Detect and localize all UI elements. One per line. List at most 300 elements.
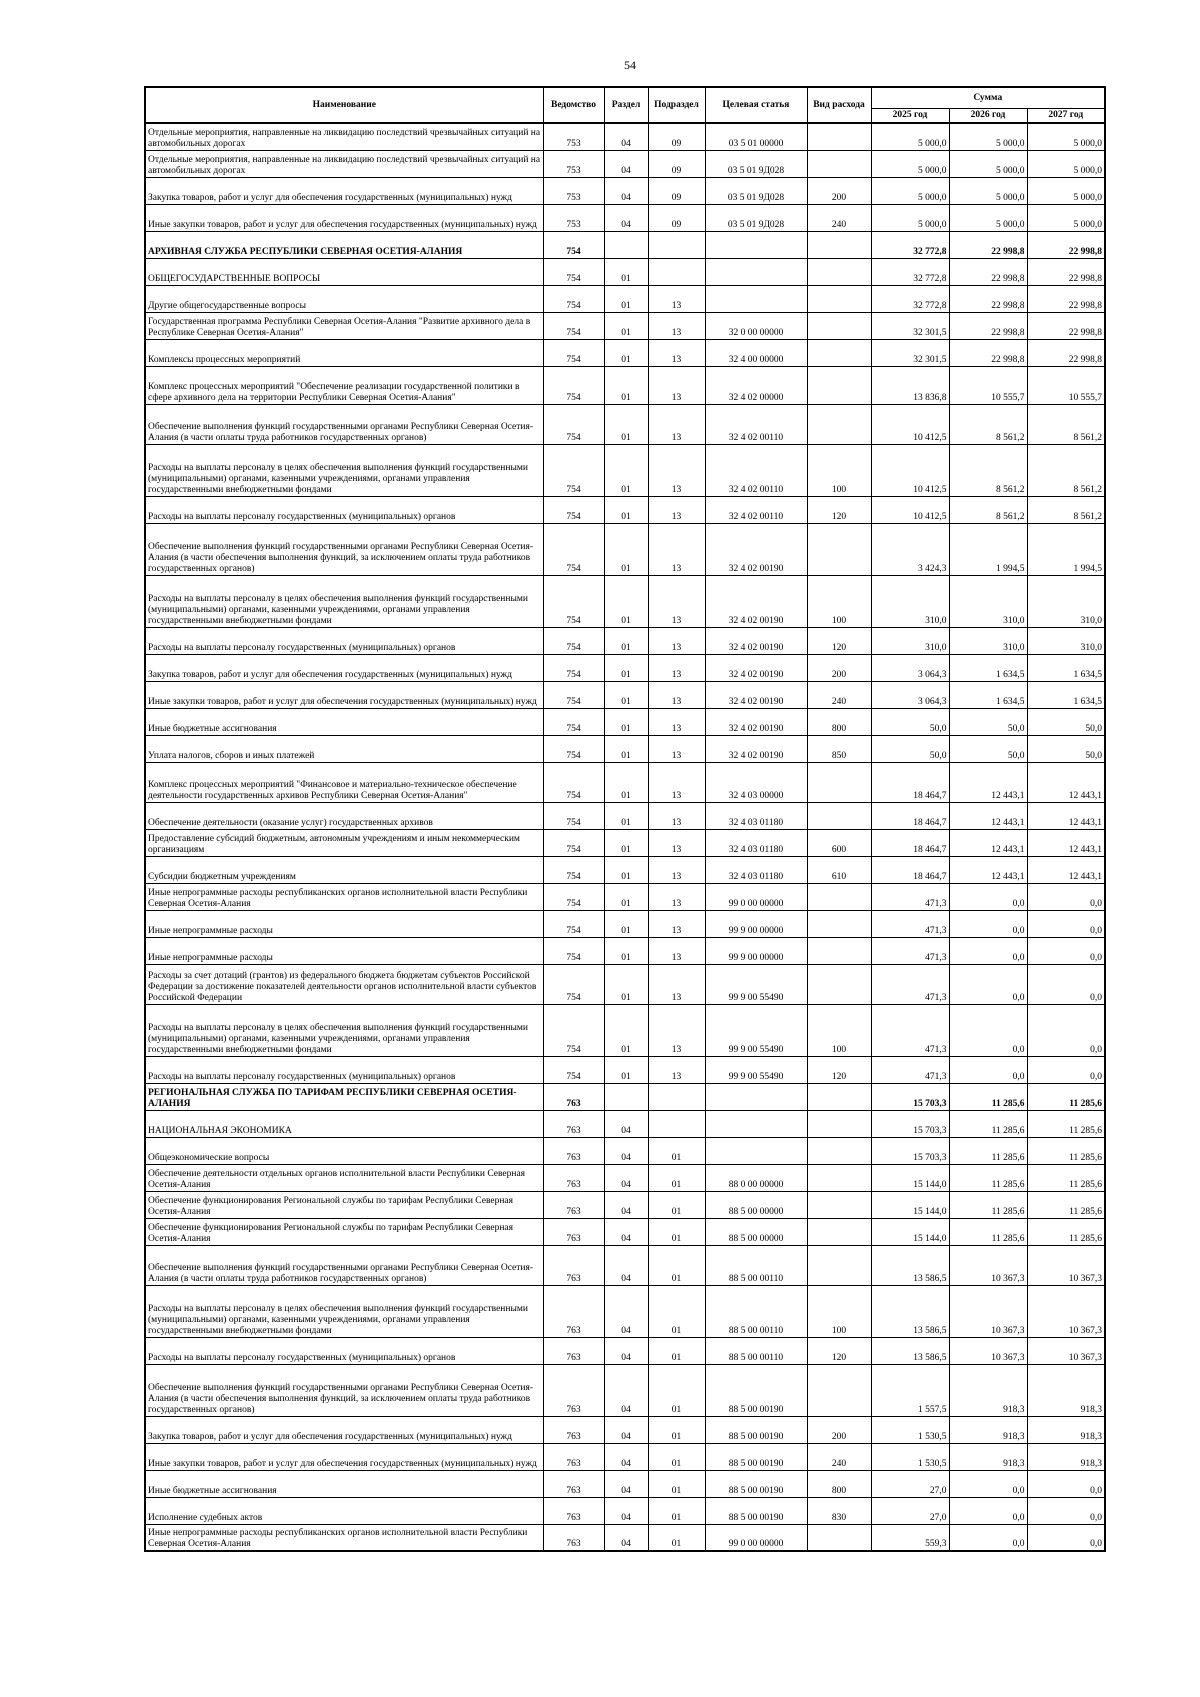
- table-row: [145, 204, 1105, 231]
- cell-podrazdel: 13: [648, 910, 705, 937]
- cell-cel: 88 5 00 00190: [705, 1416, 807, 1443]
- cell-razdel: 01: [604, 312, 648, 339]
- cell-2027: 5 000,0: [1027, 123, 1105, 150]
- cell-vid: [807, 802, 871, 829]
- cell-2026: 22 998,8: [949, 231, 1027, 258]
- cell-podrazdel: 01: [648, 1218, 705, 1245]
- cell-cel: 32 4 02 00110: [705, 404, 807, 444]
- cell-razdel: 04: [604, 1416, 648, 1443]
- cell-2025: 5 000,0: [871, 123, 949, 150]
- cell-2026: 0,0: [949, 1470, 1027, 1497]
- cell-podrazdel: 13: [648, 883, 705, 910]
- cell-vid: [807, 258, 871, 285]
- cell-2025: 13 586,5: [871, 1285, 949, 1337]
- cell-2026: 918,3: [949, 1443, 1027, 1470]
- cell-2027: 8 561,2: [1027, 404, 1105, 444]
- table-row: [145, 910, 1105, 937]
- cell-razdel: 04: [604, 1285, 648, 1337]
- cell-2025: 3 424,3: [871, 523, 949, 575]
- cell-name: Комплекс процессных мероприятий "Обеспечение реализации государственной политики в сфере архивного дела на территории Республики Северная Осетия-Алания": [145, 366, 543, 404]
- cell-2026: 5 000,0: [949, 150, 1027, 177]
- header-razdel: Раздел: [604, 87, 648, 123]
- cell-ved: 754: [543, 339, 604, 366]
- cell-name: Отдельные мероприятия, направленные на ликвидацию последствий чрезвычайных ситуаций на автомобильных дорогах: [145, 123, 543, 150]
- cell-cel: 88 5 00 00110: [705, 1337, 807, 1364]
- cell-2027: 12 443,1: [1027, 829, 1105, 856]
- cell-name: ОБЩЕГОСУДАРСТВЕННЫЕ ВОПРОСЫ: [145, 258, 543, 285]
- cell-2027: 1 994,5: [1027, 523, 1105, 575]
- table-row: [145, 654, 1105, 681]
- cell-2026: 5 000,0: [949, 177, 1027, 204]
- cell-ved: 763: [543, 1285, 604, 1337]
- cell-podrazdel: 01: [648, 1337, 705, 1364]
- cell-cel: 32 4 02 00190: [705, 575, 807, 627]
- table-row: [145, 404, 1105, 444]
- cell-cel: 32 4 03 01180: [705, 856, 807, 883]
- table-row: [145, 1245, 1105, 1285]
- cell-2025: 18 464,7: [871, 762, 949, 802]
- cell-2025: 32 772,8: [871, 258, 949, 285]
- cell-cel: 88 5 00 00110: [705, 1285, 807, 1337]
- cell-vid: [807, 1364, 871, 1416]
- cell-podrazdel: 13: [648, 964, 705, 1004]
- cell-2026: 0,0: [949, 910, 1027, 937]
- cell-name: Предоставление субсидий бюджетным, автономным учреждениям и иным некоммерческим организациям: [145, 829, 543, 856]
- table-row: [145, 496, 1105, 523]
- cell-podrazdel: [648, 258, 705, 285]
- cell-vid: [807, 910, 871, 937]
- cell-podrazdel: 01: [648, 1364, 705, 1416]
- table-row: [145, 1337, 1105, 1364]
- cell-2026: 8 561,2: [949, 444, 1027, 496]
- cell-vid: 200: [807, 177, 871, 204]
- cell-2027: 12 443,1: [1027, 762, 1105, 802]
- cell-cel: [705, 231, 807, 258]
- cell-cel: 32 4 02 00190: [705, 735, 807, 762]
- cell-razdel: 01: [604, 762, 648, 802]
- cell-ved: 754: [543, 444, 604, 496]
- cell-cel: 88 5 00 00000: [705, 1218, 807, 1245]
- cell-ved: 754: [543, 708, 604, 735]
- cell-vid: [807, 1524, 871, 1551]
- cell-2027: 1 634,5: [1027, 681, 1105, 708]
- cell-ved: 754: [543, 575, 604, 627]
- cell-2025: 32 301,5: [871, 339, 949, 366]
- cell-name: Расходы на выплаты персоналу государственных (муниципальных) органов: [145, 1056, 543, 1083]
- cell-podrazdel: [648, 1083, 705, 1110]
- cell-2025: 310,0: [871, 575, 949, 627]
- cell-name: Исполнение судебных актов: [145, 1497, 543, 1524]
- cell-2027: 11 285,6: [1027, 1110, 1105, 1137]
- cell-cel: 03 5 01 9Д028: [705, 150, 807, 177]
- cell-cel: 99 9 00 55490: [705, 1056, 807, 1083]
- cell-cel: [705, 285, 807, 312]
- cell-podrazdel: 13: [648, 312, 705, 339]
- cell-vid: [807, 339, 871, 366]
- table-row: [145, 285, 1105, 312]
- cell-podrazdel: 01: [648, 1137, 705, 1164]
- cell-2026: 5 000,0: [949, 123, 1027, 150]
- cell-vid: [807, 231, 871, 258]
- cell-2027: 50,0: [1027, 735, 1105, 762]
- cell-2025: 15 703,3: [871, 1137, 949, 1164]
- table-row: [145, 829, 1105, 856]
- table-row: [145, 339, 1105, 366]
- cell-podrazdel: 13: [648, 735, 705, 762]
- cell-2026: 918,3: [949, 1364, 1027, 1416]
- cell-2026: 8 561,2: [949, 404, 1027, 444]
- cell-vid: [807, 762, 871, 802]
- cell-razdel: 01: [604, 285, 648, 312]
- table-row: [145, 231, 1105, 258]
- cell-2026: 918,3: [949, 1416, 1027, 1443]
- cell-razdel: 01: [604, 523, 648, 575]
- cell-razdel: 01: [604, 366, 648, 404]
- table-row: [145, 937, 1105, 964]
- cell-razdel: 01: [604, 937, 648, 964]
- cell-name: Иные бюджетные ассигнования: [145, 1470, 543, 1497]
- cell-name: Иные закупки товаров, работ и услуг для обеспечения государственных (муниципальных) нужд: [145, 1443, 543, 1470]
- cell-ved: 754: [543, 910, 604, 937]
- cell-ved: 763: [543, 1110, 604, 1137]
- cell-cel: 32 4 02 00110: [705, 496, 807, 523]
- cell-ved: 754: [543, 285, 604, 312]
- cell-vid: 200: [807, 1416, 871, 1443]
- cell-2026: 22 998,8: [949, 285, 1027, 312]
- cell-2027: 310,0: [1027, 575, 1105, 627]
- cell-podrazdel: 13: [648, 496, 705, 523]
- cell-razdel: 01: [604, 1056, 648, 1083]
- cell-2025: 15 703,3: [871, 1110, 949, 1137]
- cell-cel: 99 9 00 00000: [705, 910, 807, 937]
- cell-name: Обеспечение выполнения функций государственными органами Республики Северная Осетия-Алания (в части оплаты труда работников государственных органов): [145, 404, 543, 444]
- cell-cel: [705, 1110, 807, 1137]
- table-row: [145, 1110, 1105, 1137]
- cell-cel: [705, 258, 807, 285]
- cell-razdel: 04: [604, 150, 648, 177]
- table-row: [145, 681, 1105, 708]
- cell-razdel: 04: [604, 177, 648, 204]
- cell-2026: 0,0: [949, 937, 1027, 964]
- cell-2027: 310,0: [1027, 627, 1105, 654]
- cell-2026: 0,0: [949, 1524, 1027, 1551]
- cell-2025: 3 064,3: [871, 654, 949, 681]
- cell-razdel: 01: [604, 829, 648, 856]
- cell-2025: 1 530,5: [871, 1443, 949, 1470]
- cell-2025: 13 586,5: [871, 1245, 949, 1285]
- cell-podrazdel: 13: [648, 1056, 705, 1083]
- cell-2027: 22 998,8: [1027, 258, 1105, 285]
- cell-razdel: [604, 1083, 648, 1110]
- header-podrazdel: Подраздел: [648, 87, 705, 123]
- cell-podrazdel: 13: [648, 575, 705, 627]
- cell-cel: 99 9 00 00000: [705, 937, 807, 964]
- table-row: [145, 1083, 1105, 1110]
- cell-podrazdel: 13: [648, 762, 705, 802]
- cell-razdel: 04: [604, 1110, 648, 1137]
- cell-2027: 918,3: [1027, 1443, 1105, 1470]
- cell-podrazdel: 13: [648, 1004, 705, 1056]
- cell-vid: [807, 1137, 871, 1164]
- cell-2026: 22 998,8: [949, 312, 1027, 339]
- cell-ved: 754: [543, 964, 604, 1004]
- cell-podrazdel: 13: [648, 654, 705, 681]
- cell-podrazdel: 13: [648, 681, 705, 708]
- cell-2027: 918,3: [1027, 1364, 1105, 1416]
- cell-vid: 120: [807, 1056, 871, 1083]
- cell-2027: 0,0: [1027, 964, 1105, 1004]
- cell-2026: 10 555,7: [949, 366, 1027, 404]
- cell-2026: 1 634,5: [949, 654, 1027, 681]
- cell-razdel: 01: [604, 258, 648, 285]
- cell-name: Иные непрограммные расходы республиканских органов исполнительной власти Республики Северная Осетия-Алания: [145, 883, 543, 910]
- table-row: [145, 444, 1105, 496]
- cell-ved: 753: [543, 204, 604, 231]
- header-cel: Целевая статья: [705, 87, 807, 123]
- cell-2027: 10 367,3: [1027, 1337, 1105, 1364]
- cell-razdel: 01: [604, 627, 648, 654]
- table-row: [145, 1416, 1105, 1443]
- cell-ved: 754: [543, 404, 604, 444]
- table-row: [145, 150, 1105, 177]
- cell-2025: 471,3: [871, 937, 949, 964]
- cell-2026: 8 561,2: [949, 496, 1027, 523]
- table-row: [145, 575, 1105, 627]
- cell-vid: [807, 312, 871, 339]
- cell-2026: 11 285,6: [949, 1191, 1027, 1218]
- cell-2025: 471,3: [871, 1004, 949, 1056]
- table-row: [145, 964, 1105, 1004]
- cell-2026: 11 285,6: [949, 1083, 1027, 1110]
- cell-name: Расходы на выплаты персоналу государственных (муниципальных) органов: [145, 496, 543, 523]
- cell-cel: 03 5 01 00000: [705, 123, 807, 150]
- cell-name: Расходы на выплаты персоналу в целях обеспечения выполнения функций государственными (муниципальными) органами, казенными учреждениями, органами управления государственными внебюджетными фондами: [145, 1004, 543, 1056]
- cell-ved: 763: [543, 1497, 604, 1524]
- cell-razdel: 01: [604, 339, 648, 366]
- table-row: [145, 708, 1105, 735]
- cell-name: Обеспечение выполнения функций государственными органами Республики Северная Осетия-Алания (в части обеспечения выполнения функций, за исключением оплаты труда работников государственных органов): [145, 1364, 543, 1416]
- table-row: [145, 762, 1105, 802]
- cell-ved: 763: [543, 1191, 604, 1218]
- cell-vid: 100: [807, 1285, 871, 1337]
- cell-razdel: 01: [604, 1004, 648, 1056]
- cell-podrazdel: 09: [648, 177, 705, 204]
- cell-cel: [705, 1083, 807, 1110]
- cell-2025: 559,3: [871, 1524, 949, 1551]
- cell-podrazdel: 13: [648, 404, 705, 444]
- cell-cel: 32 4 03 01180: [705, 829, 807, 856]
- cell-podrazdel: 13: [648, 523, 705, 575]
- table-row: [145, 523, 1105, 575]
- cell-razdel: 04: [604, 1364, 648, 1416]
- cell-2025: 50,0: [871, 708, 949, 735]
- cell-name: Иные непрограммные расходы: [145, 937, 543, 964]
- cell-vid: 120: [807, 627, 871, 654]
- cell-vid: [807, 937, 871, 964]
- cell-name: Отдельные мероприятия, направленные на ликвидацию последствий чрезвычайных ситуаций на автомобильных дорогах: [145, 150, 543, 177]
- cell-podrazdel: 01: [648, 1191, 705, 1218]
- table-row: [145, 312, 1105, 339]
- cell-vid: 240: [807, 204, 871, 231]
- cell-vid: 200: [807, 654, 871, 681]
- cell-2026: 0,0: [949, 1497, 1027, 1524]
- cell-vid: 800: [807, 1470, 871, 1497]
- cell-2026: 1 634,5: [949, 681, 1027, 708]
- cell-2027: 0,0: [1027, 1470, 1105, 1497]
- cell-ved: 754: [543, 681, 604, 708]
- cell-cel: 99 9 00 55490: [705, 1004, 807, 1056]
- cell-razdel: 01: [604, 964, 648, 1004]
- cell-cel: 32 4 02 00190: [705, 627, 807, 654]
- cell-2025: 18 464,7: [871, 829, 949, 856]
- cell-razdel: 01: [604, 681, 648, 708]
- cell-2025: 3 064,3: [871, 681, 949, 708]
- cell-name: Иные бюджетные ассигнования: [145, 708, 543, 735]
- cell-2026: 11 285,6: [949, 1110, 1027, 1137]
- cell-2025: 32 772,8: [871, 231, 949, 258]
- cell-2027: 10 367,3: [1027, 1245, 1105, 1285]
- cell-2025: 15 144,0: [871, 1218, 949, 1245]
- cell-razdel: 01: [604, 856, 648, 883]
- cell-2026: 22 998,8: [949, 258, 1027, 285]
- cell-2026: 12 443,1: [949, 762, 1027, 802]
- cell-podrazdel: 01: [648, 1164, 705, 1191]
- cell-vid: [807, 1191, 871, 1218]
- cell-2025: 15 144,0: [871, 1191, 949, 1218]
- cell-ved: 753: [543, 177, 604, 204]
- cell-2025: 471,3: [871, 883, 949, 910]
- cell-name: Уплата налогов, сборов и иных платежей: [145, 735, 543, 762]
- cell-vid: [807, 123, 871, 150]
- cell-2025: 471,3: [871, 964, 949, 1004]
- cell-ved: 754: [543, 366, 604, 404]
- cell-2027: 0,0: [1027, 1524, 1105, 1551]
- cell-cel: 03 5 01 9Д028: [705, 177, 807, 204]
- cell-vid: [807, 1083, 871, 1110]
- cell-cel: 03 5 01 9Д028: [705, 204, 807, 231]
- cell-2026: 1 994,5: [949, 523, 1027, 575]
- cell-podrazdel: 09: [648, 204, 705, 231]
- cell-vid: 120: [807, 496, 871, 523]
- cell-podrazdel: 13: [648, 937, 705, 964]
- cell-razdel: 01: [604, 444, 648, 496]
- cell-razdel: 04: [604, 1443, 648, 1470]
- cell-razdel: 01: [604, 802, 648, 829]
- cell-2025: 15 144,0: [871, 1164, 949, 1191]
- cell-name: Расходы на выплаты персоналу в целях обеспечения выполнения функций государственными (муниципальными) органами, казенными учреждениями, органами управления государственными внебюджетными фондами: [145, 575, 543, 627]
- table-row: [145, 1497, 1105, 1524]
- cell-2025: 5 000,0: [871, 177, 949, 204]
- cell-cel: 88 5 00 00000: [705, 1191, 807, 1218]
- cell-2027: 22 998,8: [1027, 285, 1105, 312]
- cell-name: Субсидии бюджетным учреждениям: [145, 856, 543, 883]
- cell-cel: 32 4 02 00190: [705, 708, 807, 735]
- cell-razdel: 01: [604, 708, 648, 735]
- cell-ved: 754: [543, 856, 604, 883]
- cell-vid: 830: [807, 1497, 871, 1524]
- cell-razdel: 04: [604, 1218, 648, 1245]
- cell-podrazdel: 13: [648, 829, 705, 856]
- cell-cel: [705, 1137, 807, 1164]
- cell-vid: [807, 1110, 871, 1137]
- cell-2025: 50,0: [871, 735, 949, 762]
- cell-razdel: 01: [604, 575, 648, 627]
- cell-podrazdel: [648, 231, 705, 258]
- cell-2026: 11 285,6: [949, 1164, 1027, 1191]
- cell-vid: 100: [807, 1004, 871, 1056]
- cell-vid: [807, 366, 871, 404]
- table-row: [145, 883, 1105, 910]
- table-row: [145, 1470, 1105, 1497]
- cell-vid: 610: [807, 856, 871, 883]
- table-header: [145, 87, 1105, 123]
- cell-ved: 754: [543, 627, 604, 654]
- cell-ved: 754: [543, 258, 604, 285]
- cell-2027: 0,0: [1027, 1056, 1105, 1083]
- cell-razdel: 01: [604, 404, 648, 444]
- cell-2025: 27,0: [871, 1470, 949, 1497]
- cell-2025: 471,3: [871, 910, 949, 937]
- cell-2027: 0,0: [1027, 937, 1105, 964]
- cell-2027: 22 998,8: [1027, 339, 1105, 366]
- cell-name: Комплекс процессных мероприятий "Финансовое и материально-техническое обеспечение деятельности государственных архивов Республики Северная Осетия-Алания": [145, 762, 543, 802]
- cell-podrazdel: 13: [648, 627, 705, 654]
- cell-2026: 10 367,3: [949, 1337, 1027, 1364]
- table-row: [145, 1137, 1105, 1164]
- cell-razdel: 04: [604, 1470, 648, 1497]
- cell-vid: 800: [807, 708, 871, 735]
- cell-razdel: 01: [604, 910, 648, 937]
- cell-2026: 310,0: [949, 627, 1027, 654]
- cell-ved: 763: [543, 1218, 604, 1245]
- cell-ved: 763: [543, 1416, 604, 1443]
- cell-2027: 12 443,1: [1027, 802, 1105, 829]
- cell-2027: 8 561,2: [1027, 496, 1105, 523]
- cell-podrazdel: 13: [648, 444, 705, 496]
- cell-2025: 15 703,3: [871, 1083, 949, 1110]
- cell-podrazdel: 13: [648, 802, 705, 829]
- cell-name: Иные закупки товаров, работ и услуг для обеспечения государственных (муниципальных) нужд: [145, 204, 543, 231]
- cell-razdel: 01: [604, 735, 648, 762]
- cell-2027: 8 561,2: [1027, 444, 1105, 496]
- table-row: [145, 1004, 1105, 1056]
- cell-2027: 0,0: [1027, 883, 1105, 910]
- cell-2026: 11 285,6: [949, 1218, 1027, 1245]
- table-row: [145, 1191, 1105, 1218]
- cell-razdel: [604, 231, 648, 258]
- cell-cel: 88 5 00 00110: [705, 1245, 807, 1285]
- cell-ved: 754: [543, 762, 604, 802]
- cell-name: Общеэкономические вопросы: [145, 1137, 543, 1164]
- table-row: [145, 1056, 1105, 1083]
- cell-ved: 754: [543, 654, 604, 681]
- cell-razdel: 04: [604, 123, 648, 150]
- table-row: [145, 856, 1105, 883]
- cell-name: Обеспечение выполнения функций государственными органами Республики Северная Осетия-Алания (в части обеспечения выполнения функций, за исключением оплаты труда работников государственных органов): [145, 523, 543, 575]
- table-body: [145, 123, 1105, 1551]
- cell-2027: 11 285,6: [1027, 1083, 1105, 1110]
- cell-cel: 88 5 00 00190: [705, 1443, 807, 1470]
- cell-name: Закупка товаров, работ и услуг для обеспечения государственных (муниципальных) нужд: [145, 177, 543, 204]
- cell-podrazdel: 01: [648, 1245, 705, 1285]
- cell-ved: 753: [543, 150, 604, 177]
- cell-2026: 50,0: [949, 708, 1027, 735]
- cell-cel: 32 4 03 01180: [705, 802, 807, 829]
- cell-2026: 50,0: [949, 735, 1027, 762]
- cell-ved: 763: [543, 1137, 604, 1164]
- cell-2027: 10 367,3: [1027, 1285, 1105, 1337]
- budget-table: [144, 86, 1106, 1552]
